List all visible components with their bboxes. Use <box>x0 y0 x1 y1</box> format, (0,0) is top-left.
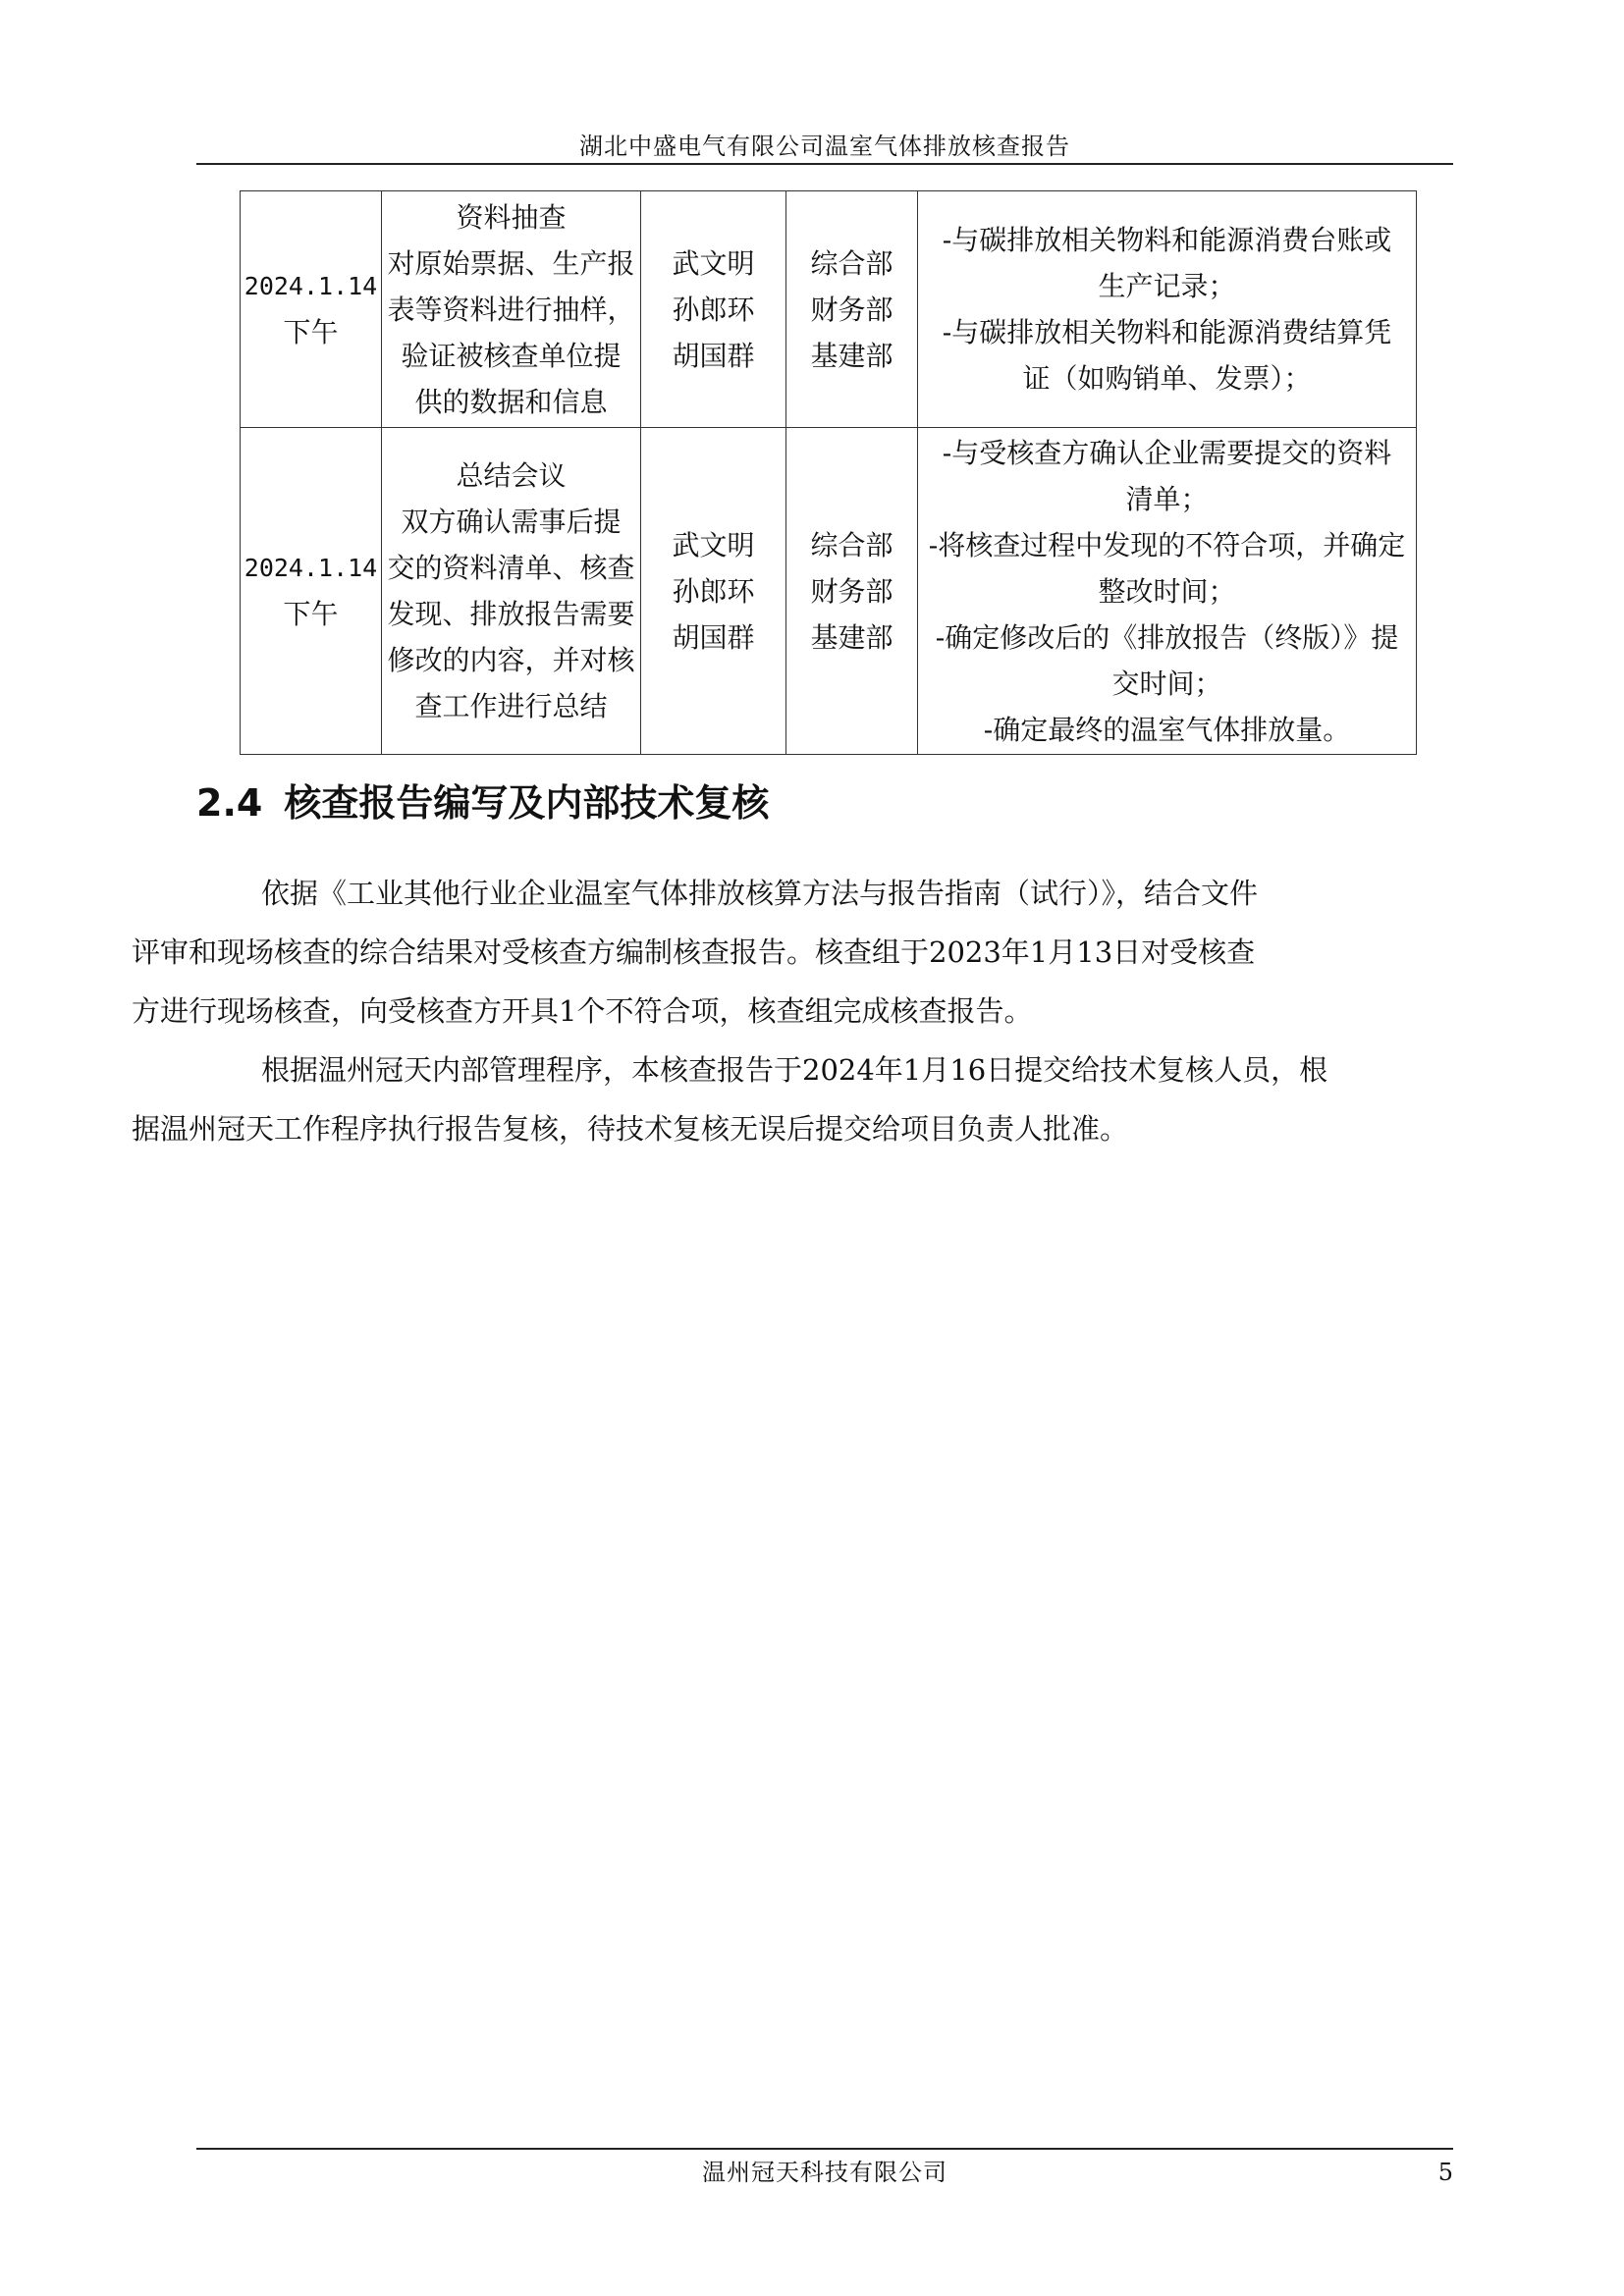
activity-cell <box>382 428 641 755</box>
cell-line: 基建部 <box>810 620 893 654</box>
footer-company: 温州冠天科技有限公司 <box>702 2159 947 2186</box>
date-cell <box>241 191 382 428</box>
cell-line: -与碳排放相关物料和能源消费台账或 <box>942 224 1392 256</box>
section-number: 2.4 <box>196 781 263 825</box>
cell-line: 胡国群 <box>672 339 755 372</box>
section-title: 核查报告编写及内部技术复核 <box>284 781 770 825</box>
page-number: 5 <box>1437 2159 1453 2186</box>
cell-line: -与受核查方确认企业需要提交的资料 <box>942 436 1392 469</box>
department-cell <box>786 191 918 428</box>
cell-line: 整改时间； <box>1098 574 1236 608</box>
cell-line: 对原始票据、生产报 <box>387 246 635 280</box>
personnel-cell <box>641 428 786 755</box>
cell-line: 证（如购销单、发票）； <box>1022 362 1312 395</box>
cell-line: -与碳排放相关物料和能源消费结算凭 <box>942 316 1392 348</box>
cell-line: 孙郎环 <box>672 293 755 326</box>
cell-line: -确定修改后的《排放报告（终版）》提 <box>935 620 1399 654</box>
table-row <box>241 428 1417 755</box>
cell-line: 交的资料清单、核查 <box>387 552 635 584</box>
running-header: 湖北中盛电气有限公司温室气体排放核查报告 <box>579 133 1070 160</box>
cell-line: 孙郎环 <box>672 574 755 608</box>
cell-line: 清单； <box>1125 482 1209 515</box>
cell-line: -确定最终的温室气体排放量。 <box>983 713 1351 746</box>
personnel-cell <box>641 191 786 428</box>
cell-line: 综合部 <box>810 246 893 280</box>
date-cell <box>241 428 382 755</box>
cell-line: 下午 <box>283 316 339 348</box>
cell-line: 财务部 <box>810 293 893 326</box>
cell-line: 下午 <box>283 598 339 630</box>
cell-line: 资料抽查 <box>456 200 567 234</box>
content-cell <box>918 191 1417 428</box>
cell-line: 交时间； <box>1111 667 1222 700</box>
header-rule <box>196 163 1453 165</box>
activity-cell <box>382 191 641 428</box>
paragraph-line: 根据温州冠天内部管理程序，本核查报告于2024年1月16日提交给技术复核人员，根 <box>261 1053 1328 1087</box>
department-cell <box>786 428 918 755</box>
cell-line: 表等资料进行抽样， <box>387 293 635 326</box>
paragraph-line: 据温州冠天工作程序执行报告复核，待技术复核无误后提交给项目负责人批准。 <box>132 1112 1129 1146</box>
section-body <box>132 864 1453 1158</box>
cell-line: 总结会议 <box>456 459 567 492</box>
cell-line: 2024.1.14 <box>244 272 378 300</box>
cell-line: 修改的内容，并对核 <box>387 644 635 676</box>
cell-line: 综合部 <box>810 528 893 561</box>
footer-rule <box>196 2148 1453 2150</box>
cell-line: 供的数据和信息 <box>414 385 608 418</box>
cell-line: 发现、排放报告需要 <box>387 598 635 630</box>
paragraph-line: 方进行现场核查，向受核查方开具1个不符合项，核查组完成核查报告。 <box>132 994 1033 1028</box>
cell-line: 武文明 <box>672 246 755 280</box>
cell-line: 2024.1.14 <box>244 554 378 582</box>
content-cell <box>918 428 1417 755</box>
cell-line: -将核查过程中发现的不符合项，并确定 <box>928 528 1406 561</box>
body-paragraph <box>132 864 1453 1041</box>
paragraph-line: 评审和现场核查的综合结果对受核查方编制核查报告。核查组于2023年1月13日对受核查 <box>132 935 1256 969</box>
table-row <box>241 191 1417 428</box>
verification-schedule-table <box>240 190 1417 755</box>
cell-line: 胡国群 <box>672 620 755 654</box>
body-paragraph <box>132 1041 1453 1158</box>
paragraph-line: 依据《工业其他行业企业温室气体排放核算方法与报告指南（试行）》，结合文件 <box>261 877 1259 910</box>
cell-line: 武文明 <box>672 528 755 561</box>
section-heading <box>196 775 769 830</box>
cell-line: 验证被核查单位提 <box>401 339 622 372</box>
cell-line: 双方确认需事后提 <box>401 506 622 538</box>
cell-line: 基建部 <box>810 339 893 372</box>
cell-line: 财务部 <box>810 574 893 608</box>
cell-line: 查工作进行总结 <box>414 690 608 722</box>
cell-line: 生产记录； <box>1098 270 1236 302</box>
